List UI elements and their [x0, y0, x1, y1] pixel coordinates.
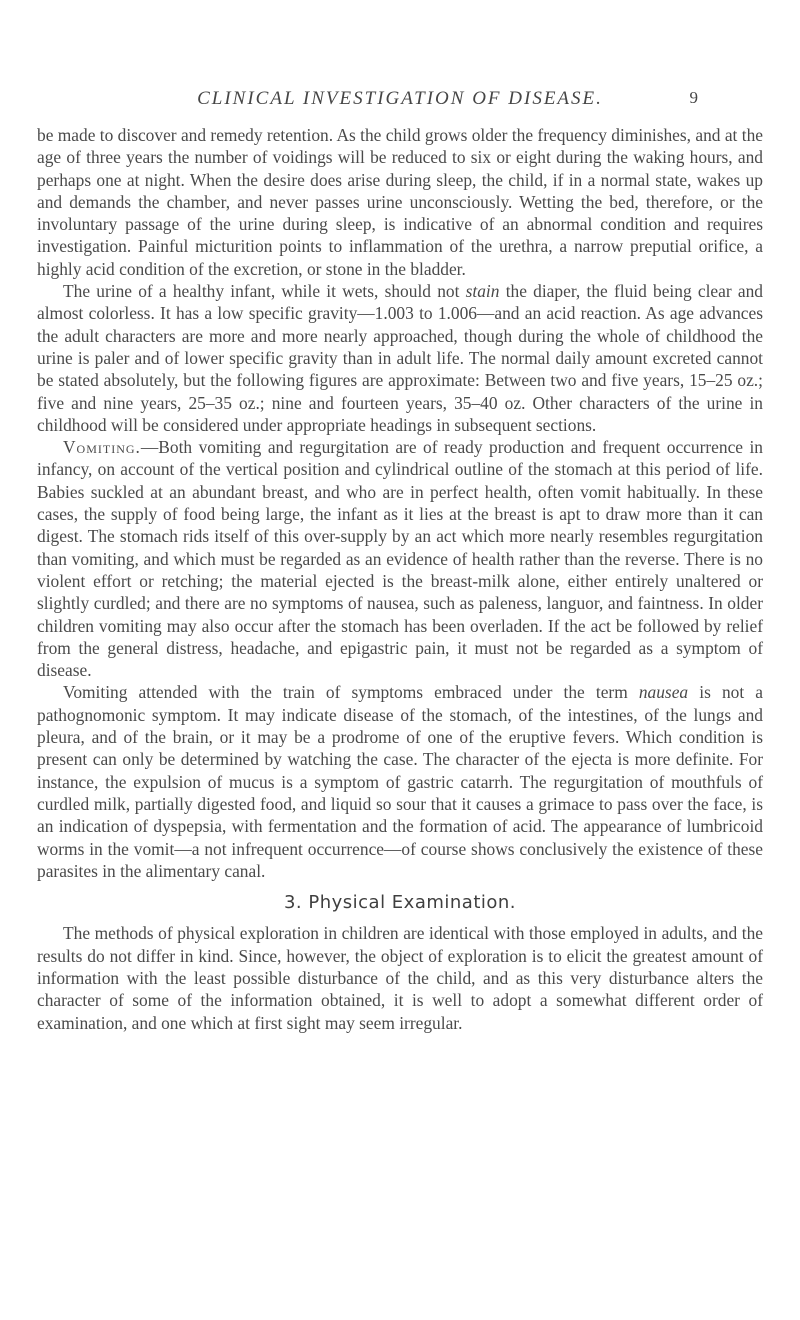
body-text [37, 124, 763, 1034]
emphasis-stain: stain [465, 281, 500, 302]
paragraph-lead-vomiting: Vomiting. [63, 437, 141, 458]
running-head-title: CLINICAL INVESTIGATION OF DISEASE. [197, 88, 603, 109]
paragraph-text: The urine of a healthy infant, while it wets, should not [63, 281, 466, 302]
paragraph-physical-examination: The methods of physical exploration in children are identical with those employed in adults, and the results do not differ in kind. Since, however, the object of exploration is to elicit the greatest amount of information with the least possible disturbance of the child, and as this very disturbance alters the character of some of the information obtained, it is well to adopt a somewhat different order of examination, and one which at first sight may seem irregular. [37, 923, 763, 1033]
paragraph-retention: be made to discover and remedy retention. As the child grows older the frequency diminishes, and at the age of three years the number of voidings will be reduced to six or eight during the waking hours, and perhaps one at night. When the desire does arise during sleep, the child, if in a normal state, wakes up and demands the chamber, and never passes urine unconsciously. Wetting the bed, therefore, or the involuntary passage of the urine during sleep, is indicative of an abnormal condition and requires investigation. Painful micturition points to inflammation of the urethra, a narrow preputial orifice, a highly acid condition of the excretion, or stone in the bladder. [37, 125, 763, 279]
running-head [100, 88, 700, 114]
emphasis-nausea: nausea [638, 682, 689, 703]
paragraph-text: is not a pathognomonic symptom. It may indicate disease of the stomach, of the intestines, of the lungs and pleura, and of the brain, or it may be a prodrome of one of the eruptive fevers. Which condition is present can only be determined by watching the case. The character of the ejecta is more definite. For instance, the expulsion of mucus is a symptom of gastric catarrh. The regurgitation of mouthfuls of curdled milk, partially digested food, and liquid so sour that it causes a grimace to pass over the face, is an indication of dyspepsia, with fermentation and the formation of acid. The appearance of lumbricoid worms in the vomit—a not infrequent occurrence—of course shows conclusively the existence of these parasites in the alimentary canal. [37, 682, 763, 881]
paragraph-text: the diaper, the fluid being clear and almost colorless. It has a low specific gravity—1.003 to 1.006—and an acid reaction. As age advances the adult characters are more and more nearly approached, though during the whole of childhood the urine is paler and of lower specific gravity than in adult life. The normal daily amount excreted cannot be stated absolutely, but the following figures are approximate: Between two and five years, 15–25 oz.; five and nine years, 25–35 oz.; nine and fourteen years, 35–40 oz. Other characters of the urine in childhood will be considered under appropriate headings in subsequent sections. [37, 281, 763, 435]
section-heading: 3. Physical Examination. [283, 892, 517, 914]
paragraph-nausea [37, 681, 763, 882]
paragraph-text: —Both vomiting and regurgitation are of ready production and frequent occurrence in infancy, on account of the vertical position and cylindrical outline of the stomach at this period of life. Babies suckled at an abundant breast, and who are in perfect health, often vomit habitually. In these cases, the supply of food being large, the infant as it lies at the breast is apt to draw more than it can digest. The stomach rids itself of this over-supply by an act which more nearly resembles regurgitation than vomiting, and which must be regarded as an evidence of health rather than the reverse. There is no violent effort or retching; the material ejected is the breast-milk alone, either entirely unaltered or slightly curdled; and there are no symptoms of nausea, such as paleness, languor, and faintness. In older children vomiting may also occur after the stomach has been overladen. If the act be followed by relief from the general distress, headache, and epigastric pain, it must not be regarded as a symptom of disease. [37, 437, 763, 681]
page-number: 9 [689, 88, 700, 107]
paragraph-text: Vomiting attended with the train of symptoms embraced under the term [63, 682, 639, 703]
paragraph-urine-characters [37, 280, 763, 436]
paragraph-vomiting [37, 436, 763, 681]
